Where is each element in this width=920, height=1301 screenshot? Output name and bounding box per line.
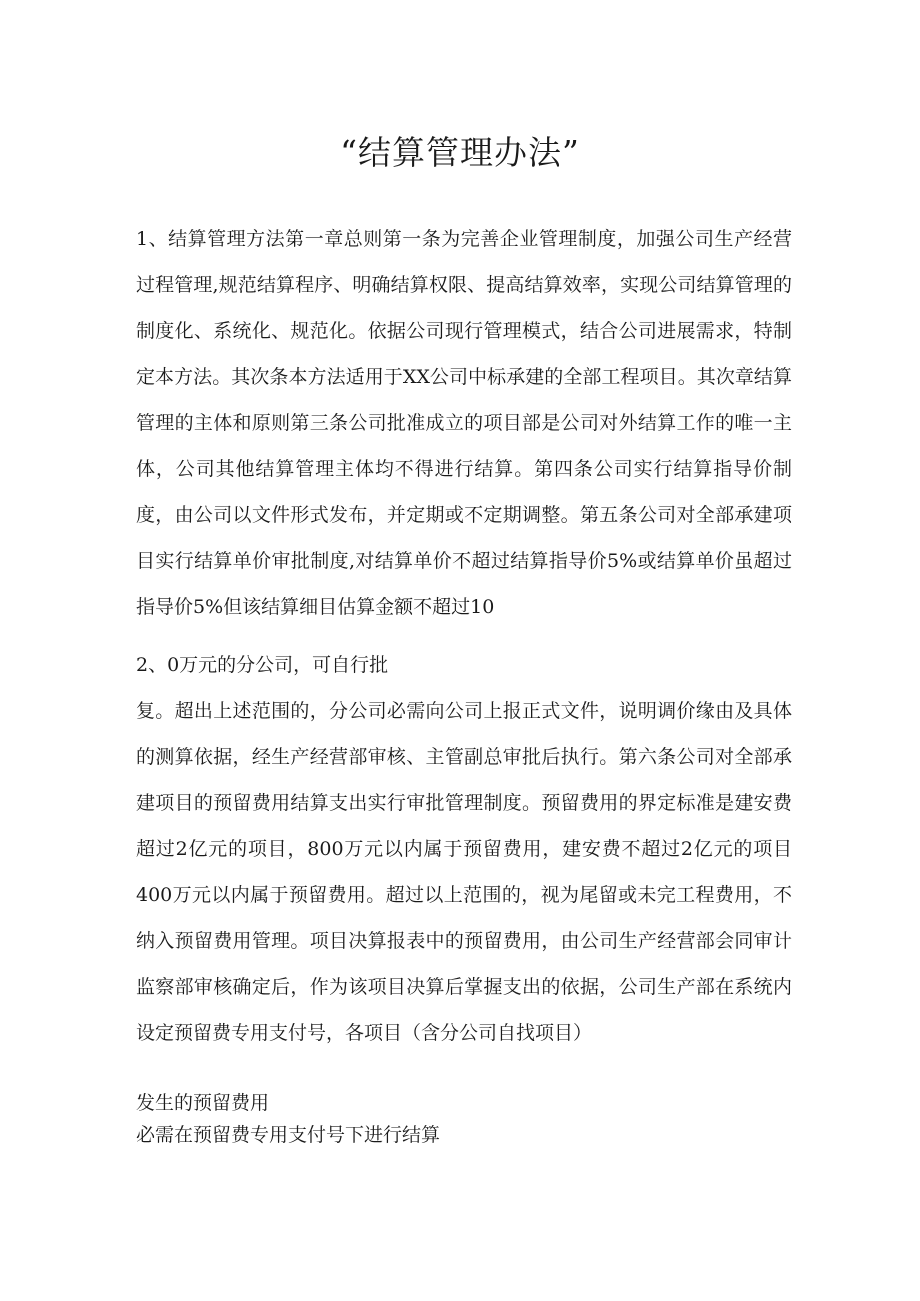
tail-line-2: 必需在预留费专用支付号下进行结算 [136,1124,441,1146]
paragraph-2-lead: 2、0万元的分公司，可自行批 [136,654,389,676]
tail-line-1: 发生的预留费用 [136,1092,270,1114]
body-paragraph-2 [136,642,792,1056]
body-paragraph-1: 1、结算管理方法第一章总则第一条为完善企业管理制度，加强公司生产经营过程管理,规范结算程序、明确结算权限、提高结算效率，实现公司结算管理的制度化、系统化、规范化。依据公司现行管理模式，结合公司进展需求，特制定本方法。其次条本方法适用于XX公司中标承建的全部工程项目。其次章结算管理的主体和原则第三条公司批准成立的项目部是公司对外结算工作的唯一主体，公司其他结算管理主体均不得进行结算。第四条公司实行结算指导价制度，由公司以文件形式发布，并定期或不定期调整。第五条公司对全部承建项目实行结算单价审批制度,对结算单价不超过结算指导价5%或结算单价虽超过指导价5%但该结算细目估算金额不超过10 [136,228,792,618]
paragraph-2-body: 复。超出上述范围的，分公司必需向公司上报正式文件，说明调价缘由及具体的测算依据，经生产经营部审核、主管副总审批后执行。第六条公司对全部承建项目的预留费用结算支出实行审批管理制度。预留费用的界定标准是建安费超过2亿元的项目，800万元以内属于预留费用，建安费不超过2亿元的项目400万元以内属于预留费用。超过以上范围的，视为尾留或未完工程费用，不纳入预留费用管理。项目决算报表中的预留费用，由公司生产经营部会同审计监察部审核确定后，作为该项目决算后掌握支出的依据，公司生产部在系统内设定预留费专用支付号，各项目（含分公司自找项目） [136,700,792,1044]
document-title: “结算管理办法” [340,133,580,172]
